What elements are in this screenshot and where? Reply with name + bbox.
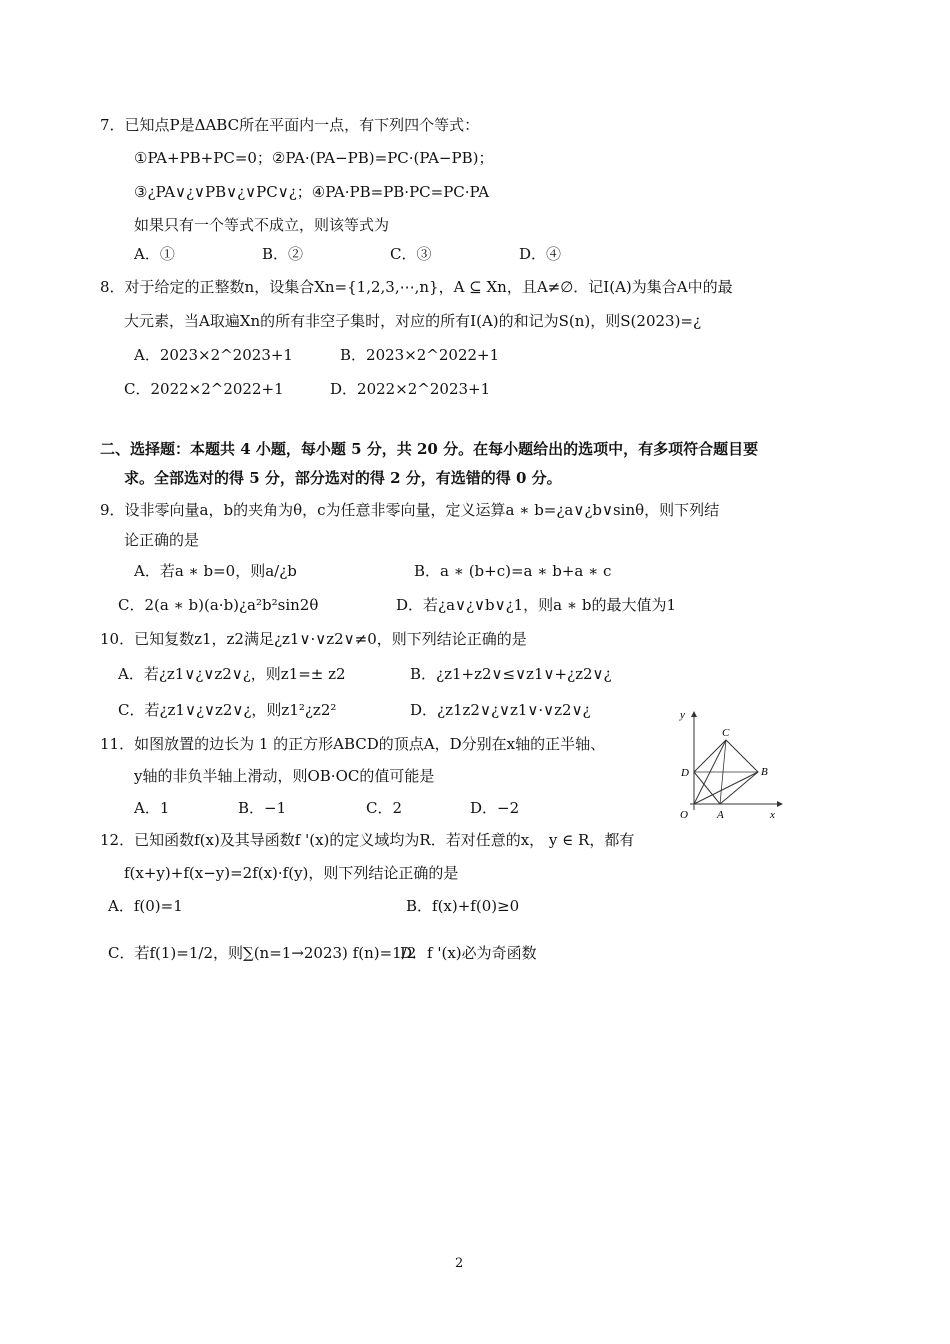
q10-option-a: A．若¿z1∨¿∨z2∨¿，则z1=± z2 [118,665,346,683]
q7-option-c: C．③ [390,245,432,263]
label-b: B [761,766,768,778]
q9-line1: 9．设非零向量a，b的夹角为θ，c为任意非零向量，定义运算a ∗ b=¿a∨¿b∨sinθ，则下列结 [100,501,720,519]
label-c: C [722,727,730,739]
section2-heading-line1: 二、选择题：本题共 4 小题，每小题 5 分，共 20 分。在每小题给出的选项中，有多项符合题目要 [100,440,759,458]
q9-option-a: A．若a ∗ b=0，则a/¿b [134,562,297,580]
q10-option-d: D．¿z1z2∨¿∨z1∨·∨z2∨¿ [410,701,591,719]
q9-line2: 论正确的是 [124,531,200,549]
q10-stem: 10．已知复数z1，z2满足¿z1∨·∨z2∨≠0，则下列结论正确的是 [100,630,527,648]
q7-equations-1-2: ①PA+PB+PC=0；②PA·(PA−PB)=PC·(PA−PB)； [134,149,494,167]
label-d: D [681,767,689,779]
q7-option-b: B．② [262,245,304,263]
q12-option-a: A．f(0)=1 [108,897,183,915]
q7-option-d: D．④ [519,245,562,263]
q8-line1: 8．对于给定的正整数n，设集合Xn={1,2,3,⋯,n}，A ⊆ Xn，且A≠∅．记I(A)为集合A中的最 [100,278,733,296]
q10-option-c: C．若¿z1∨¿∨z2∨¿，则z1²¿z2² [118,701,337,719]
q9-option-c: C．2(a ∗ b)(a·b)¿a²b²sin2θ [118,596,319,614]
label-y: y [680,709,685,721]
q12-line2: f(x+y)+f(x−y)=2f(x)·f(y)，则下列结论正确的是 [124,864,459,882]
q10-option-b: B．¿z1+z2∨≤∨z1∨+¿z2∨¿ [410,665,612,683]
q11-option-b: B．−1 [238,799,287,817]
q12-option-c: C．若f(1)=1/2，则∑(n=1→2023) f(n)=1/2 [108,944,417,962]
q9-option-d: D．若¿a∨¿∨b∨¿1，则a ∗ b的最大值为1 [396,596,676,614]
q8-line2: 大元素，当A取遍Xn的所有非空子集时，对应的所有I(A)的和记为S(n)，则S(2023)=¿ [124,312,702,330]
q8-option-a: A．2023×2^2023+1 [134,346,293,364]
q12-line1: 12．已知函数f(x)及其导函数f '(x)的定义域均为R．若对任意的x， y ∈ R，都有 [100,831,635,849]
label-o: O [680,809,688,821]
page-number: 2 [455,1256,464,1271]
label-a: A [717,809,724,821]
q11-line1: 11．如图放置的边长为 1 的正方形ABCD的顶点A，D分别在x轴的正半轴、 [100,735,606,753]
q7-stem: 7．已知点P是ΔABC所在平面内一点，有下列四个等式： [100,116,480,134]
q8-option-c: C．2022×2^2022+1 [124,380,284,398]
label-x: x [770,809,775,821]
q12-option-b: B．f(x)+f(0)≥0 [406,897,520,915]
q8-option-b: B．2023×2^2022+1 [340,346,500,364]
q12-option-d: D．f '(x)必为奇函数 [400,944,537,962]
section2-heading-line2: 求。全部选对的得 5 分，部分选对的得 2 分，有选错的得 0 分。 [124,469,562,487]
q7-option-a: A．① [134,245,175,263]
q9-option-b: B．a ∗ (b+c)=a ∗ b+a ∗ c [414,562,612,580]
q11-option-a: A．1 [134,799,170,817]
q7-equations-3-4: ③¿PA∨¿∨PB∨¿∨PC∨¿；④PA·PB=PB·PC=PC·PA [134,183,490,201]
q11-line2: y轴的非负半轴上滑动，则OB·OC的值可能是 [134,767,435,785]
q11-option-c: C．2 [366,799,403,817]
q11-square-figure [672,700,792,824]
q7-ask: 如果只有一个等式不成立，则该等式为 [134,216,390,234]
q11-option-d: D．−2 [470,799,520,817]
q8-option-d: D．2022×2^2023+1 [330,380,491,398]
